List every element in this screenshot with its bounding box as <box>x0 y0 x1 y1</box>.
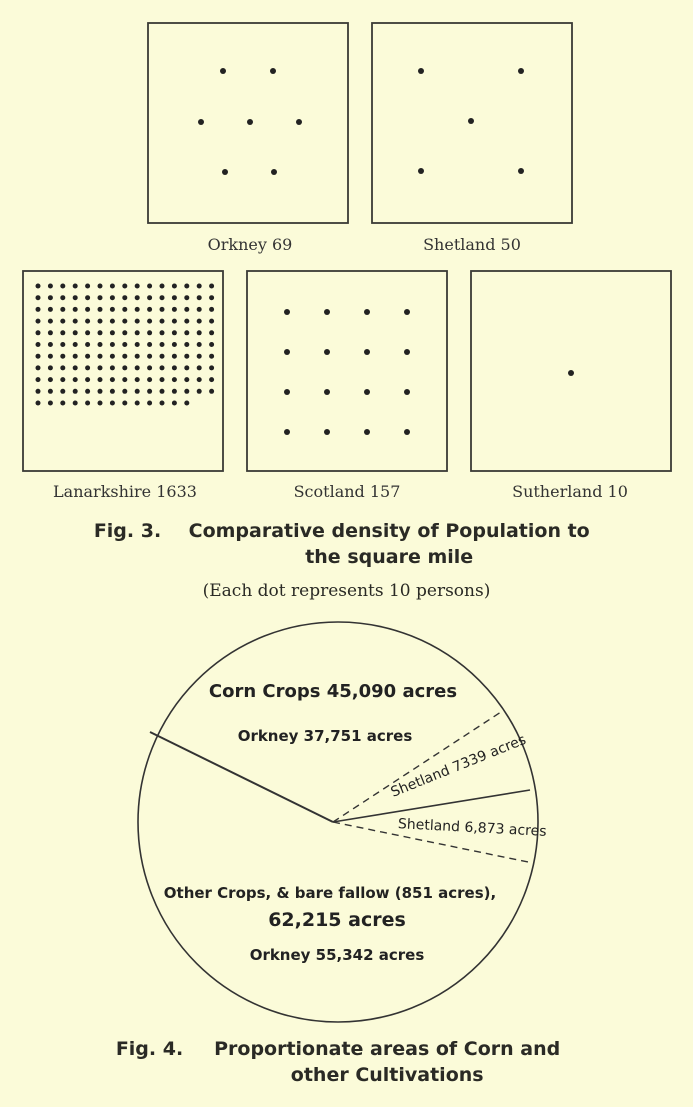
lanarkshire-dot <box>60 319 65 324</box>
lanarkshire-dot <box>36 365 41 370</box>
lanarkshire-dot <box>110 354 115 359</box>
other-crops-label: Other Crops, & bare fallow (851 acres), <box>163 884 497 902</box>
lanarkshire-dot <box>73 295 78 300</box>
lanarkshire-dot <box>110 365 115 370</box>
fig4-title: Proportionate areas of Corn and other Cultivations <box>214 1038 561 1086</box>
sutherland-label: Sutherland 10 <box>512 482 628 501</box>
lanarkshire-dot <box>172 354 177 359</box>
lanarkshire-dot <box>60 342 65 347</box>
lanarkshire-dot <box>60 307 65 312</box>
scotland-dot <box>404 429 410 435</box>
lanarkshire-dot <box>98 377 103 382</box>
lanarkshire-dot <box>60 284 65 289</box>
lanarkshire-dot <box>160 389 165 394</box>
lanarkshire-dot <box>184 377 189 382</box>
lanarkshire-dot <box>110 319 115 324</box>
lanarkshire-dot <box>184 330 189 335</box>
shetland-corn-label: Shetland 7339 acres <box>388 731 529 801</box>
lanarkshire-dot <box>85 389 90 394</box>
lanarkshire-dot <box>172 389 177 394</box>
lanarkshire-dot <box>48 389 53 394</box>
lanarkshire-dot <box>48 342 53 347</box>
lanarkshire-dot <box>36 319 41 324</box>
lanarkshire-dot <box>48 284 53 289</box>
shetland-dot <box>518 68 524 74</box>
lanarkshire-dot <box>160 284 165 289</box>
lanarkshire-dot <box>110 295 115 300</box>
lanarkshire-dot <box>36 307 41 312</box>
lanarkshire-dot <box>85 330 90 335</box>
lanarkshire-dot <box>172 365 177 370</box>
lanarkshire-dot <box>147 284 152 289</box>
fig4-caption <box>0 1036 693 1088</box>
lanarkshire-dot <box>122 307 127 312</box>
lanarkshire-dot <box>147 342 152 347</box>
lanarkshire-dot <box>98 342 103 347</box>
lanarkshire-dot <box>60 389 65 394</box>
lanarkshire-dot <box>209 354 214 359</box>
lanarkshire-dot <box>85 342 90 347</box>
lanarkshire-dot <box>197 342 202 347</box>
orkney-label: Orkney 69 <box>207 235 293 254</box>
density-figure <box>0 0 693 510</box>
orkney-dot <box>247 119 253 125</box>
lanarkshire-dot <box>48 319 53 324</box>
lanarkshire-dot <box>48 354 53 359</box>
lanarkshire-dot <box>135 389 140 394</box>
lanarkshire-dot <box>160 401 165 406</box>
lanarkshire-dot <box>122 365 127 370</box>
orkney-corn-label: Orkney 37,751 acres <box>237 727 413 745</box>
shetland-dot <box>418 68 424 74</box>
lanarkshire-dot <box>36 342 41 347</box>
lanarkshire-dot <box>160 319 165 324</box>
sutherland-dot <box>568 370 574 376</box>
lanarkshire-dot <box>73 389 78 394</box>
lanarkshire-dot <box>48 295 53 300</box>
lanarkshire-dot <box>110 330 115 335</box>
lanarkshire-dot <box>73 342 78 347</box>
scotland-dot <box>404 389 410 395</box>
lanarkshire-dot <box>147 354 152 359</box>
lanarkshire-dot <box>197 377 202 382</box>
lanarkshire-dot <box>147 319 152 324</box>
lanarkshire-dot <box>172 401 177 406</box>
lanarkshire-dot <box>135 307 140 312</box>
lanarkshire-dot <box>160 330 165 335</box>
lanarkshire-dot <box>122 389 127 394</box>
lanarkshire-dot <box>36 284 41 289</box>
lanarkshire-dot <box>98 307 103 312</box>
lanarkshire-dot <box>73 377 78 382</box>
lanarkshire-dot <box>135 330 140 335</box>
density-boxes <box>23 23 671 471</box>
lanarkshire-dot <box>122 377 127 382</box>
lanarkshire-dot <box>209 307 214 312</box>
lanarkshire-dot <box>60 377 65 382</box>
shetland-label: Shetland 50 <box>423 235 521 254</box>
lanarkshire-dot <box>36 330 41 335</box>
lanarkshire-dot <box>209 377 214 382</box>
shetland-dot <box>518 168 524 174</box>
lanarkshire-dot <box>135 342 140 347</box>
fig4-number: Fig. 4. <box>115 1038 184 1060</box>
lanarkshire-dot <box>98 295 103 300</box>
lanarkshire-dot <box>122 342 127 347</box>
shetland-dot <box>418 168 424 174</box>
lanarkshire-dot <box>60 354 65 359</box>
scotland-dot <box>284 429 290 435</box>
lanarkshire-dot <box>184 401 189 406</box>
lanarkshire-dot <box>209 389 214 394</box>
lanarkshire-dot <box>197 284 202 289</box>
lanarkshire-box <box>23 271 223 471</box>
lanarkshire-dot <box>147 330 152 335</box>
lanarkshire-dot <box>122 330 127 335</box>
scotland-dot <box>364 389 370 395</box>
lanarkshire-dot <box>172 342 177 347</box>
fig3-title: Comparative density of Population to the square mile <box>188 520 590 568</box>
lanarkshire-dot <box>197 389 202 394</box>
lanarkshire-dot <box>85 295 90 300</box>
lanarkshire-dot <box>73 365 78 370</box>
lanarkshire-dot <box>160 377 165 382</box>
lanarkshire-dot <box>184 319 189 324</box>
lanarkshire-dot <box>184 307 189 312</box>
lanarkshire-dot <box>160 342 165 347</box>
lanarkshire-dot <box>184 295 189 300</box>
lanarkshire-dot <box>184 354 189 359</box>
lanarkshire-dot <box>73 330 78 335</box>
fig3-number: Fig. 3. <box>93 520 162 542</box>
lanarkshire-dot <box>197 354 202 359</box>
lanarkshire-dot <box>48 401 53 406</box>
scotland-dot <box>404 349 410 355</box>
lanarkshire-dot <box>209 295 214 300</box>
lanarkshire-dot <box>135 284 140 289</box>
lanarkshire-dot <box>135 319 140 324</box>
lanarkshire-dot <box>85 401 90 406</box>
other-crops-total: 62,215 acres <box>268 909 406 931</box>
lanarkshire-dot <box>147 365 152 370</box>
scotland-box <box>247 271 447 471</box>
lanarkshire-dot <box>98 365 103 370</box>
lanarkshire-dot <box>73 307 78 312</box>
lanarkshire-dot <box>85 377 90 382</box>
lanarkshire-dot <box>98 284 103 289</box>
lanarkshire-dot <box>73 401 78 406</box>
scotland-dot <box>364 429 370 435</box>
scotland-dot <box>284 349 290 355</box>
lanarkshire-dot <box>147 295 152 300</box>
lanarkshire-dot <box>160 295 165 300</box>
orkney-dot <box>222 169 228 175</box>
pie-divider-corn-left <box>150 732 333 822</box>
lanarkshire-dot <box>122 295 127 300</box>
lanarkshire-dot <box>209 284 214 289</box>
lanarkshire-dot <box>197 295 202 300</box>
lanarkshire-dot <box>172 307 177 312</box>
lanarkshire-dot <box>209 342 214 347</box>
lanarkshire-dot <box>110 284 115 289</box>
lanarkshire-dot <box>36 295 41 300</box>
lanarkshire-dot <box>98 319 103 324</box>
lanarkshire-dot <box>122 284 127 289</box>
scotland-dot <box>324 349 330 355</box>
lanarkshire-dot <box>98 401 103 406</box>
lanarkshire-dot <box>197 307 202 312</box>
lanarkshire-dot <box>197 330 202 335</box>
lanarkshire-dot <box>110 401 115 406</box>
scotland-dot <box>284 389 290 395</box>
lanarkshire-dot <box>85 365 90 370</box>
lanarkshire-dot <box>147 307 152 312</box>
lanarkshire-dot <box>122 354 127 359</box>
lanarkshire-dot <box>209 319 214 324</box>
lanarkshire-dot <box>85 319 90 324</box>
orkney-dot <box>220 68 226 74</box>
lanarkshire-dot <box>184 342 189 347</box>
lanarkshire-dot <box>36 389 41 394</box>
lanarkshire-dot <box>147 377 152 382</box>
lanarkshire-dot <box>160 365 165 370</box>
lanarkshire-dot <box>36 377 41 382</box>
lanarkshire-dot <box>85 307 90 312</box>
scotland-dot <box>364 309 370 315</box>
lanarkshire-dot <box>135 354 140 359</box>
orkney-dot <box>198 119 204 125</box>
fig3-subtitle: (Each dot represents 10 persons) <box>202 581 491 601</box>
scotland-dot <box>324 429 330 435</box>
lanarkshire-dot <box>172 377 177 382</box>
lanarkshire-dot <box>135 365 140 370</box>
lanarkshire-dot <box>110 389 115 394</box>
lanarkshire-dot <box>135 295 140 300</box>
fig3-caption <box>0 518 693 570</box>
lanarkshire-dot <box>172 284 177 289</box>
lanarkshire-dot <box>184 284 189 289</box>
lanarkshire-dot <box>73 319 78 324</box>
scotland-dot <box>324 389 330 395</box>
lanarkshire-dot <box>209 365 214 370</box>
lanarkshire-dot <box>73 284 78 289</box>
scotland-dot <box>324 309 330 315</box>
scotland-dot <box>364 349 370 355</box>
shetland-other-label: Shetland 6,873 acres <box>397 816 547 840</box>
lanarkshire-dot <box>98 354 103 359</box>
lanarkshire-dot <box>98 389 103 394</box>
lanarkshire-dot <box>60 401 65 406</box>
lanarkshire-dot <box>73 354 78 359</box>
lanarkshire-dot <box>85 284 90 289</box>
lanarkshire-dot <box>147 401 152 406</box>
lanarkshire-dot <box>48 377 53 382</box>
scotland-dot <box>404 309 410 315</box>
lanarkshire-dot <box>135 401 140 406</box>
lanarkshire-dot <box>160 307 165 312</box>
lanarkshire-dot <box>172 319 177 324</box>
lanarkshire-dot <box>36 354 41 359</box>
lanarkshire-dot <box>135 377 140 382</box>
orkney-dot <box>270 68 276 74</box>
lanarkshire-dot <box>122 401 127 406</box>
lanarkshire-dot <box>197 365 202 370</box>
lanarkshire-dot <box>160 354 165 359</box>
corn-crops-label: Corn Crops 45,090 acres <box>208 681 458 702</box>
lanarkshire-dot <box>60 330 65 335</box>
lanarkshire-dot <box>60 295 65 300</box>
lanarkshire-dot <box>172 330 177 335</box>
lanarkshire-dot <box>122 319 127 324</box>
lanarkshire-dot <box>98 330 103 335</box>
lanarkshire-dot <box>110 307 115 312</box>
orkney-dot <box>271 169 277 175</box>
scotland-label: Scotland 157 <box>293 482 401 501</box>
lanarkshire-label: Lanarkshire 1633 <box>53 482 197 501</box>
orkney-dot <box>296 119 302 125</box>
lanarkshire-dot <box>110 342 115 347</box>
lanarkshire-dot <box>48 330 53 335</box>
scotland-dot <box>284 309 290 315</box>
orkney-other-label: Orkney 55,342 acres <box>249 946 425 964</box>
lanarkshire-dot <box>147 389 152 394</box>
pie-figure <box>0 610 693 1030</box>
lanarkshire-dot <box>209 330 214 335</box>
lanarkshire-dot <box>85 354 90 359</box>
lanarkshire-dot <box>184 365 189 370</box>
shetland-dot <box>468 118 474 124</box>
lanarkshire-dot <box>172 295 177 300</box>
lanarkshire-dot <box>110 377 115 382</box>
lanarkshire-dot <box>184 389 189 394</box>
lanarkshire-dot <box>48 307 53 312</box>
lanarkshire-dot <box>60 365 65 370</box>
lanarkshire-dot <box>197 319 202 324</box>
lanarkshire-dot <box>48 365 53 370</box>
lanarkshire-dot <box>36 401 41 406</box>
